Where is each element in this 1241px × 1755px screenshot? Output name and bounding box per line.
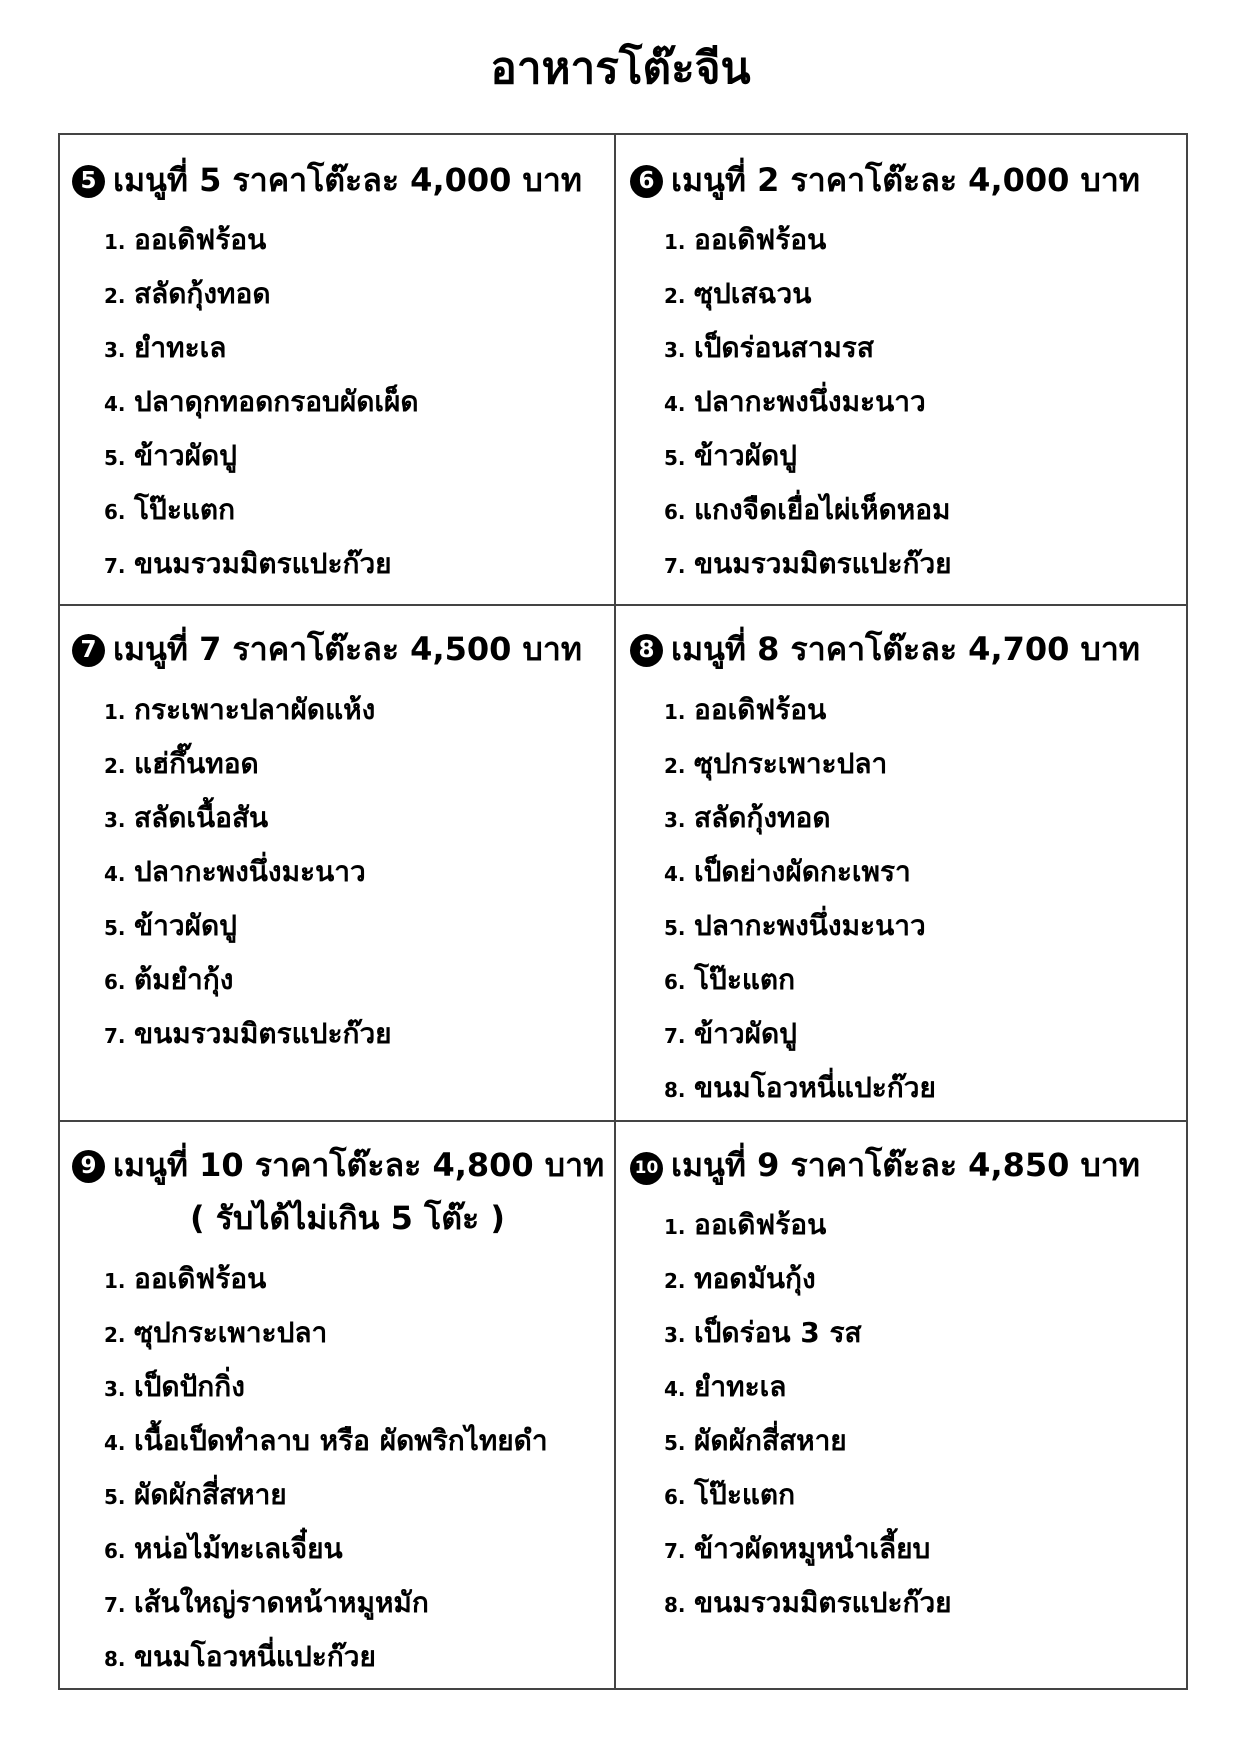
- page-title: อาหารโต๊ะจีน: [490, 43, 751, 94]
- menu-heading: [72, 1143, 604, 1187]
- dish-item: 4. เป็ดย่างผัดกะเพรา: [664, 855, 911, 888]
- badge-9-icon: 9: [72, 1150, 105, 1183]
- dish-item: 2. ซุปเสฉวน: [664, 277, 812, 310]
- dish-item: 3. ยำทะเล: [104, 331, 227, 364]
- dish-item: 6. โป๊ะแตก: [664, 963, 796, 996]
- dish-item: 8. ขนมโอวหนี่แปะก๊วย: [104, 1640, 376, 1673]
- dish-item: 4. ปลาดุกทอดกรอบผัดเผ็ด: [104, 385, 419, 418]
- dish-item: 6. โป๊ะแตก: [104, 493, 236, 526]
- dish-item: 5. ผัดผักสี่สหาย: [664, 1424, 847, 1457]
- dish-item: 4. เนื้อเป็ดทำลาบ หรือ ผัดพริกไทยดำ: [104, 1424, 548, 1457]
- menu-heading: [72, 627, 582, 671]
- dish-item: 7. ขนมรวมมิตรแปะก๊วย: [104, 1017, 392, 1050]
- dish-item: 4. ยำทะเล: [664, 1370, 787, 1403]
- dish-item: 1. กระเพาะปลาผัดแห้ง: [104, 693, 376, 726]
- menu-heading: [630, 158, 1140, 202]
- heading-text: เมนูที่ 2 ราคาโต๊ะละ 4,000 บาท: [671, 161, 1140, 199]
- dish-item: 1. ออเดิฟร้อน: [664, 223, 827, 256]
- menu-heading: [630, 627, 1140, 671]
- dish-item: 2. ทอดมันกุ้ง: [664, 1262, 816, 1295]
- dish-item: 5. ข้าวผัดปู: [104, 909, 237, 942]
- dish-item: 8. ขนมโอวหนี่แปะก๊วย: [664, 1071, 936, 1104]
- dish-item: 3. สลัดเนื้อสัน: [104, 801, 269, 834]
- dish-item: 4. ปลากะพงนึ่งมะนาว: [664, 385, 926, 418]
- dish-item: 6. ต้มยำกุ้ง: [104, 963, 234, 996]
- dish-item: 7. เส้นใหญ่ราดหน้าหมูหมัก: [104, 1586, 429, 1619]
- badge-7-icon: 7: [72, 634, 105, 667]
- heading-text: เมนูที่ 8 ราคาโต๊ะละ 4,700 บาท: [671, 630, 1140, 668]
- dish-item: 3. สลัดกุ้งทอด: [664, 801, 831, 834]
- dish-item: 6. แกงจืดเยื่อไผ่เห็ดหอม: [664, 493, 951, 526]
- column-divider: [614, 133, 616, 1690]
- heading-text: เมนูที่ 9 ราคาโต๊ะละ 4,850 บาท: [671, 1146, 1140, 1184]
- dish-item: 1. ออเดิฟร้อน: [664, 693, 827, 726]
- dish-item: 3. เป็ดปักกิ่ง: [104, 1370, 245, 1403]
- row-divider: [58, 1120, 1188, 1122]
- dish-item: 5. ผัดผักสี่สหาย: [104, 1478, 287, 1511]
- dish-item: 7. ขนมรวมมิตรแปะก๊วย: [104, 547, 392, 580]
- dish-item: 7. ข้าวผัดปู: [664, 1017, 797, 1050]
- dish-item: 5. ข้าวผัดปู: [104, 439, 237, 472]
- dish-item: 6. หน่อไม้ทะเลเจี๋ยน: [104, 1532, 343, 1565]
- heading-text: เมนูที่ 10 ราคาโต๊ะละ 4,800 บาท: [113, 1146, 605, 1184]
- badge-10-icon: 10: [630, 1152, 663, 1185]
- dish-item: 1. ออเดิฟร้อน: [104, 223, 267, 256]
- row-divider: [58, 604, 1188, 606]
- booking-note: ( รับได้ไม่เกิน 5 โต๊ะ ): [190, 1199, 505, 1237]
- dish-item: 1. ออเดิฟร้อน: [104, 1262, 267, 1295]
- dish-list: [664, 683, 936, 1115]
- dish-list: [664, 213, 952, 591]
- dish-item: 2. สลัดกุ้งทอด: [104, 277, 271, 310]
- dish-item: 4. ปลากะพงนึ่งมะนาว: [104, 855, 366, 888]
- heading-text: เมนูที่ 5 ราคาโต๊ะละ 4,000 บาท: [113, 161, 582, 199]
- dish-item: 3. เป็ดร่อน 3 รส: [664, 1316, 862, 1349]
- dish-item: 2. แฮ่กึ๊นทอด: [104, 747, 259, 780]
- dish-item: 3. เป็ดร่อนสามรส: [664, 331, 874, 364]
- dish-item: 2. ซุปกระเพาะปลา: [664, 747, 888, 780]
- dish-item: 7. ขนมรวมมิตรแปะก๊วย: [664, 547, 952, 580]
- badge-8-icon: 8: [630, 634, 663, 667]
- dish-item: 6. โป๊ะแตก: [664, 1478, 796, 1511]
- badge-6-icon: 6: [630, 165, 663, 198]
- dish-list: [104, 683, 392, 1061]
- dish-item: 1. ออเดิฟร้อน: [664, 1208, 827, 1241]
- dish-item: 8. ขนมรวมมิตรแปะก๊วย: [664, 1586, 952, 1619]
- menu-heading: [72, 158, 582, 202]
- menu-heading: [630, 1143, 1140, 1187]
- dish-list: [664, 1198, 952, 1630]
- badge-5-icon: 5: [72, 165, 105, 198]
- heading-text: เมนูที่ 7 ราคาโต๊ะละ 4,500 บาท: [113, 630, 582, 668]
- dish-item: 7. ข้าวผัดหมูหนำเลี้ยบ: [664, 1532, 931, 1565]
- dish-list: [104, 213, 419, 591]
- dish-list: [104, 1252, 548, 1684]
- dish-item: 5. ปลากะพงนึ่งมะนาว: [664, 909, 926, 942]
- dish-item: 5. ข้าวผัดปู: [664, 439, 797, 472]
- dish-item: 2. ซุปกระเพาะปลา: [104, 1316, 328, 1349]
